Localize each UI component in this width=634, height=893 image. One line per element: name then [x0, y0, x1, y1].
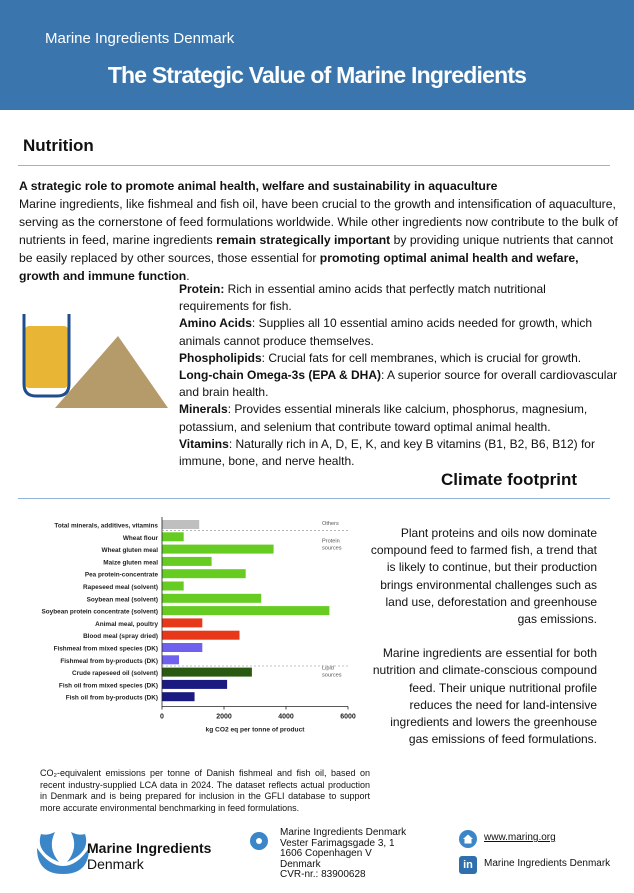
chart-bar [162, 545, 274, 554]
climate-heading: Climate footprint [441, 470, 577, 489]
nutrient-description: : Crucial fats for cell membranes, which is crucial for growth. [261, 350, 582, 365]
brand-line-1: Marine Ingredients [87, 840, 212, 856]
nutrient-name: Protein: [179, 282, 225, 296]
brand-line-2: Denmark [87, 856, 144, 872]
x-tick-label: 6000 [340, 713, 356, 721]
chart-bar [162, 606, 329, 615]
brand-logo-icon [33, 826, 93, 876]
chart-bar [162, 582, 184, 591]
address-line: CVR-nr.: 83900628 [280, 869, 366, 881]
y-tick-label: Animal meal, poultry [95, 620, 158, 628]
oil-fill [25, 326, 68, 388]
chart-bar [162, 557, 212, 566]
location-pin-icon [250, 832, 268, 850]
nutrient-item [179, 401, 619, 435]
linkedin-icon: in [459, 856, 477, 874]
nutrient-description: : Supplies all 10 essential amino acids needed for growth, which animals cannot produce themselves. [179, 316, 593, 348]
chart-bar [162, 618, 202, 627]
x-tick-label: 0 [160, 713, 164, 721]
nutrient-name: Vitamins [179, 436, 229, 451]
address-line: 1606 Copenhagen V [280, 848, 372, 860]
y-tick-label: Total minerals, additives, vitamins [54, 522, 158, 530]
meal-pile-icon [55, 336, 168, 408]
y-tick-label: Rapeseed meal (solvent) [83, 584, 158, 591]
address-block [280, 828, 406, 881]
nutrition-divider [18, 165, 610, 166]
climate-paragraph-1: Plant proteins and oils now dominate compound feed to farmed fish, a trend that is likely to continue, but their production brings environmental challenges such as land use, deforestation and greenhouse gas emissions. [370, 526, 597, 627]
x-axis-title: kg CO2 eq per tonne of product [205, 726, 305, 734]
chart-bar [162, 643, 202, 652]
nutrition-lead: A strategic role to promote animal health, welfare and sustainability in aquaculture [19, 179, 498, 193]
x-tick-label: 4000 [278, 713, 294, 721]
y-tick-label: Fish oil from by-products (DK) [65, 694, 158, 702]
nutrient-name: Minerals [179, 402, 228, 417]
chart-bar [162, 631, 240, 640]
nutrient-description: Rich in essential amino acids that perfectly match nutritional requirements for fish. [179, 282, 546, 314]
page-header [0, 0, 634, 110]
nutrient-item [179, 436, 619, 470]
nutrient-item [179, 281, 619, 315]
chart-caption: CO₂-equivalent emissions per tonne of Danish fishmeal and fish oil, based on recent industry-supplied LCA data in 2024. The dataset reflects actual production in Denmark and is being prepared for inclusion in the GFLI database to support more accurate environmental benchmarking in feed formulations. [40, 768, 370, 813]
x-tick-label: 2000 [216, 713, 232, 721]
address-line: Denmark [280, 858, 321, 870]
y-tick-label: Wheat flour [122, 534, 158, 542]
address-line: Vester Farimagsgade 3, 1 [280, 837, 395, 849]
climate-text [370, 525, 597, 765]
intro-text: Marine ingredients, like fishmeal and fish oil, have been crucial to the growth and intensification of aquaculture, serving as the cornerstone of feed formulations worldwide. While other ingredients now contribute to the bulk of nutrients in feed, marine ingredients [19, 197, 618, 247]
nutrient-description: : A superior source for overall cardiovascular and brain health. [179, 368, 618, 400]
nutrient-description: : Provides essential minerals like calcium, phosphorus, magnesium, potassium, and selenium that contribute toward optimal animal health. [179, 402, 588, 434]
nutrient-list [179, 281, 619, 470]
chart-bar [162, 668, 252, 677]
y-tick-label: Wheat gluten meal [101, 547, 158, 555]
y-tick-label: Fish oil from mixed species (DK) [58, 682, 158, 690]
nutrient-item [179, 315, 619, 349]
group-label: Lipid sources [322, 665, 342, 679]
chart-bar [162, 655, 179, 664]
chart-bar [162, 594, 261, 603]
chart-bar [162, 532, 184, 541]
emissions-chart-svg [35, 514, 360, 762]
group-label: Protein sources [322, 538, 342, 552]
nutrition-intro [19, 177, 619, 285]
nutrient-item [179, 367, 619, 401]
y-tick-label: Soybean meal (solvent) [86, 596, 158, 604]
nutrient-name: Phospholipids [179, 350, 262, 365]
y-tick-label: Crude rapeseed oil (solvent) [72, 670, 158, 678]
nutrient-name: Long-chain Omega-3s (EPA & DHA) [179, 368, 382, 383]
intro-bold: remain strategically important [216, 233, 391, 247]
intro-text: . [186, 269, 190, 283]
y-tick-label: Blood meal (spray dried) [83, 633, 158, 641]
intro-text: by providing unique nutrients that cannot be easily replaced by other sources, those essential for [19, 233, 614, 265]
nutrient-item [179, 350, 619, 367]
chart-bar [162, 680, 227, 689]
emissions-chart [35, 514, 360, 762]
website-link[interactable]: www.maring.org [484, 832, 556, 843]
climate-paragraph-2: Marine ingredients are essential for both nutrition and climate-conscious compound feed. Their unique nutritional profile reduces the need for land-intensive ingredients and lowers the greenhouse gas emissions of feed formulations. [372, 646, 597, 747]
chart-bar [162, 692, 195, 701]
nutrition-heading: Nutrition [23, 136, 94, 155]
y-tick-label: Fishmeal from by-products (DK) [60, 657, 158, 665]
nutrient-name: Amino Acids [179, 316, 252, 331]
oil-and-meal-icon [18, 312, 168, 412]
page-title: The Strategic Value of Marine Ingredients [107, 62, 527, 88]
chart-bar [162, 520, 199, 529]
y-tick-label: Pea protein-concentrate [84, 571, 158, 579]
climate-divider [18, 498, 610, 499]
address-line: Marine Ingredients Denmark [280, 827, 407, 838]
linkedin-link[interactable]: Marine Ingredients Denmark [484, 858, 611, 869]
header-org: Marine Ingredients Denmark [45, 30, 235, 47]
home-icon [459, 830, 477, 848]
group-label: Others [322, 521, 339, 527]
y-tick-label: Soybean protein concentrate (solvent) [41, 608, 158, 616]
nutrient-description: : Naturally rich in A, D, E, K, and key B vitamins (B1, B2, B6, B12) for immune, bone, and nerve health. [179, 436, 595, 469]
y-tick-label: Maize gluten meal [103, 559, 158, 567]
chart-bar [162, 569, 246, 578]
intro-bold: promoting optimal animal health and wefare, growth and immune function [19, 251, 579, 283]
footer-brand [87, 840, 211, 872]
y-tick-label: Fishmeal from mixed species (DK) [53, 645, 158, 653]
